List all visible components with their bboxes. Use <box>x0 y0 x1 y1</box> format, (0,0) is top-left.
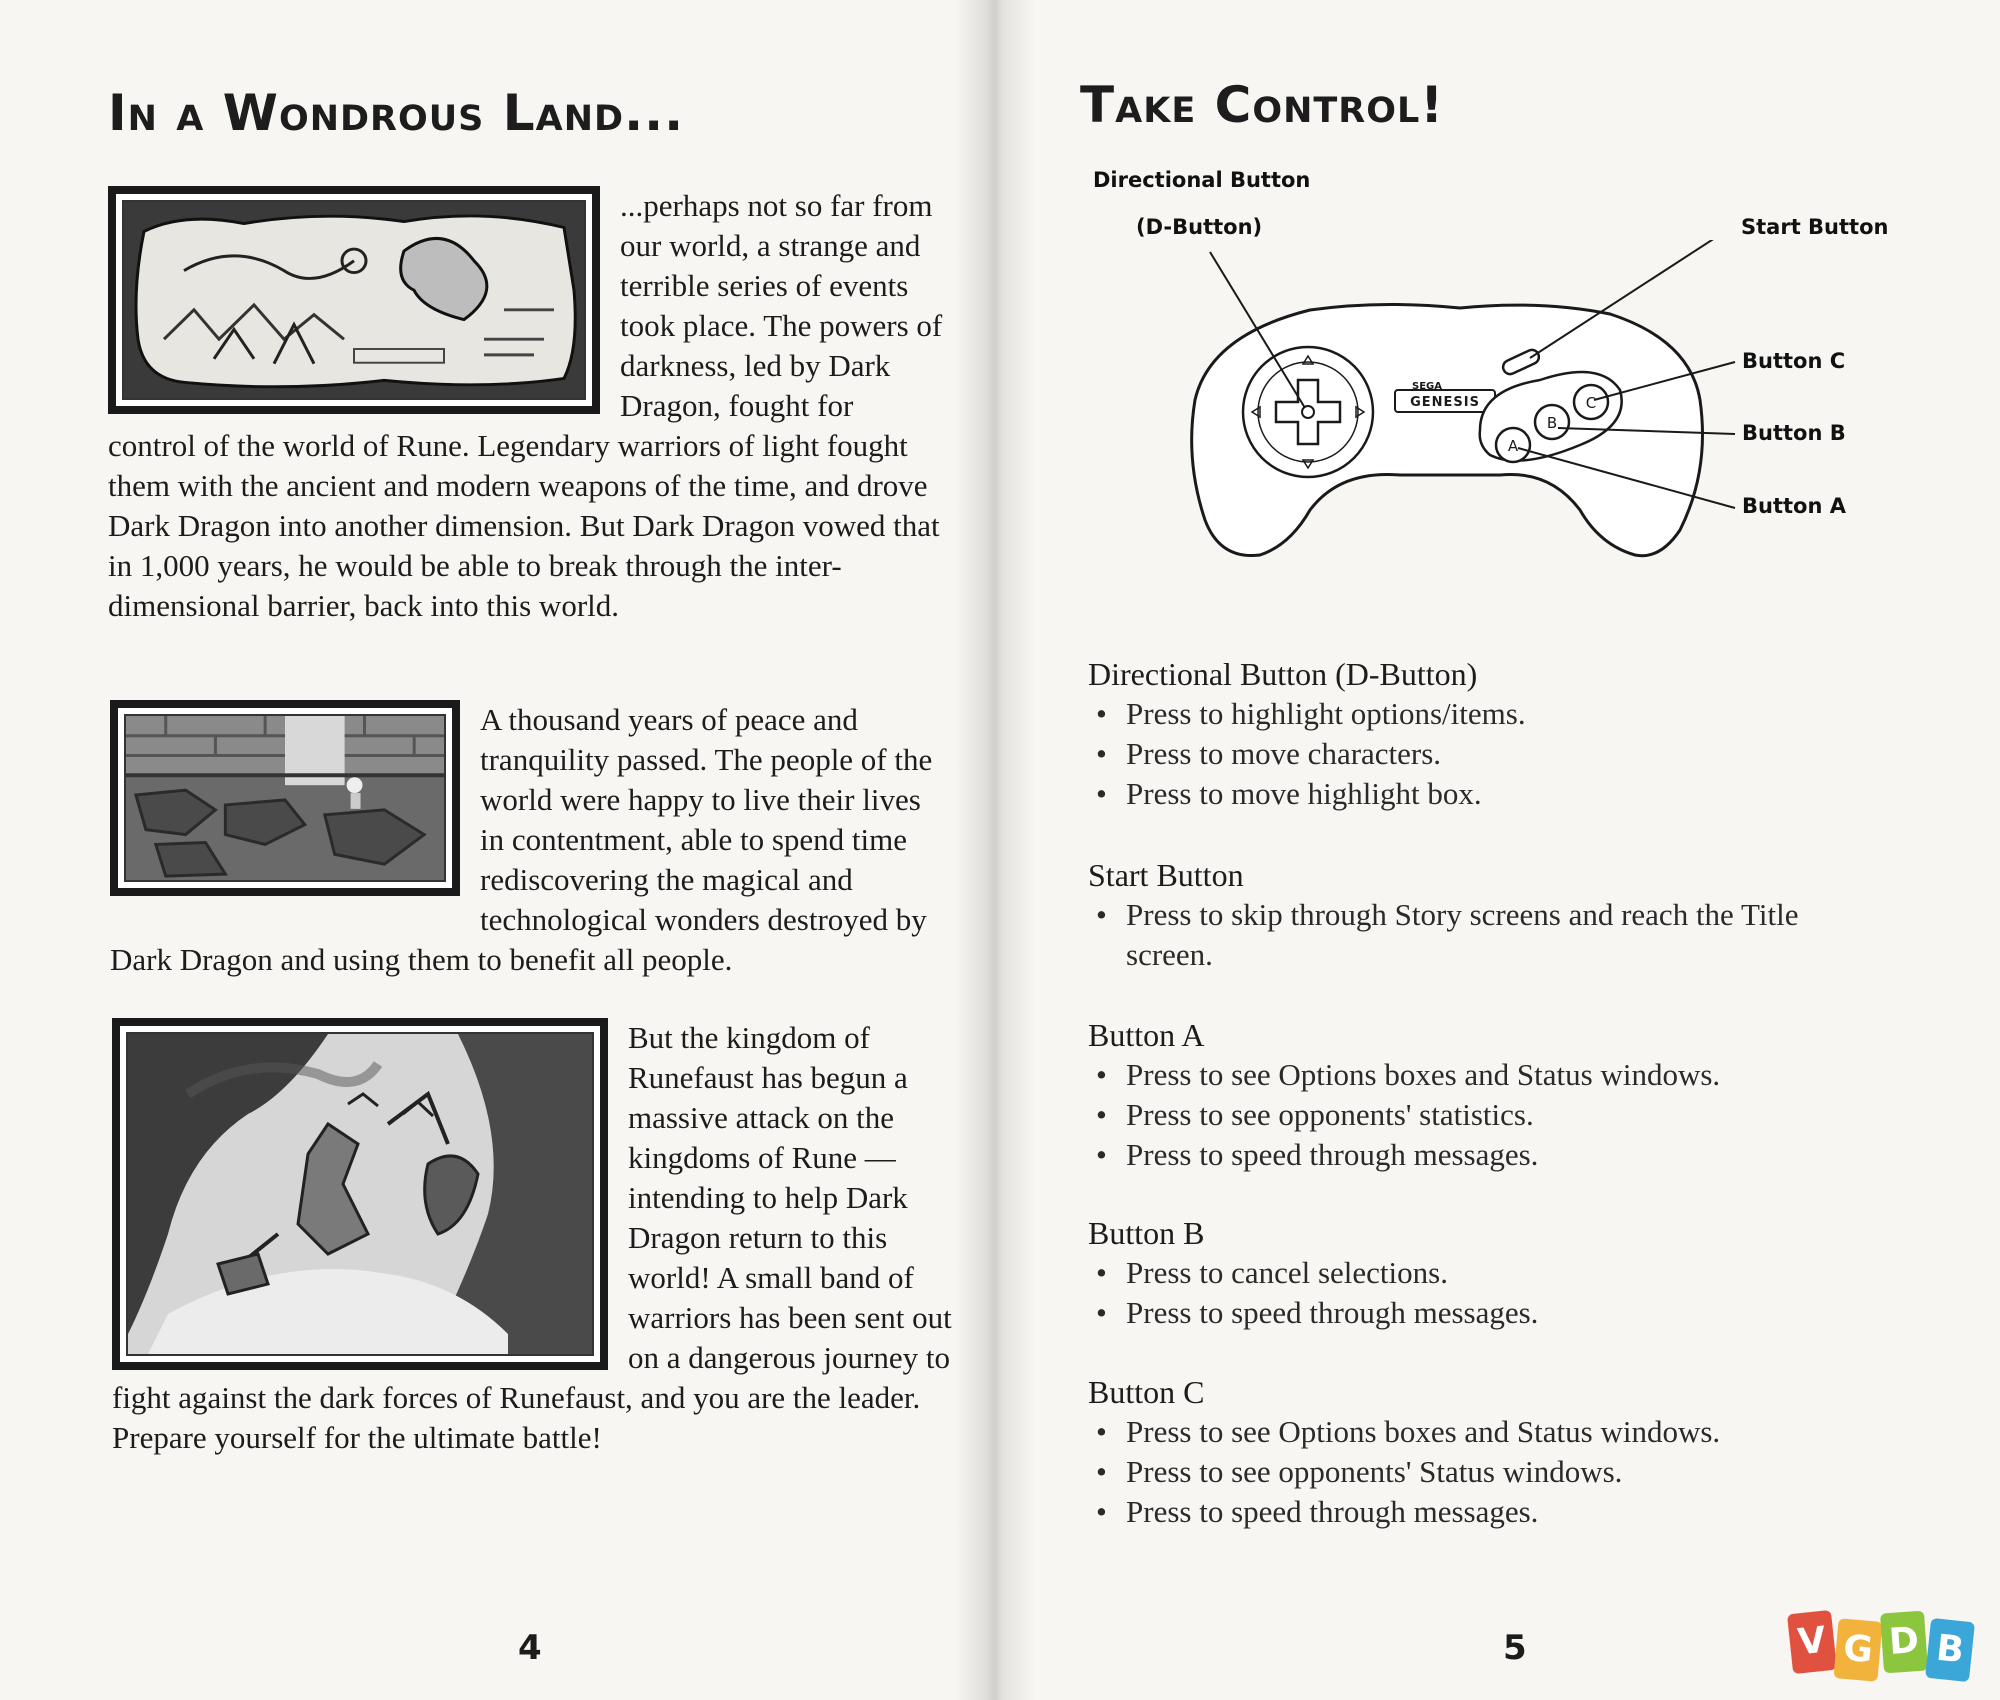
left-page-heading: In a Wondrous Land... <box>108 84 685 142</box>
list-item: • Press to skip through Story screens and reach the Title screen. <box>1096 897 1799 972</box>
bullet-list <box>1088 1412 1888 1532</box>
list-item: • Press to see Options boxes and Status windows. <box>1096 1057 1721 1092</box>
vgdb-letter-b: B <box>1925 1618 1975 1682</box>
section-start-button <box>1088 855 1848 975</box>
list-item: • Press to see Options boxes and Status windows. <box>1096 1414 1721 1449</box>
vgdb-letter-g: G <box>1833 1618 1882 1682</box>
castle-screenshot <box>124 714 446 882</box>
page-number-left: 4 <box>518 1628 542 1668</box>
label-button-a: Button A <box>1742 494 1846 518</box>
label-button-b: Button B <box>1742 421 1846 445</box>
bullet-list <box>1088 1055 1888 1175</box>
face-b-glyph: B <box>1546 414 1558 432</box>
map-illustration-frame <box>108 186 600 414</box>
label-button-c: Button C <box>1742 349 1846 373</box>
section-button-a <box>1088 1015 1888 1175</box>
bullet-list <box>1088 1253 1888 1333</box>
paragraph-text: But the kingdom of Runefaust has begun a massive attack on the kingdoms of Rune — intending to help Dark Dragon return to this world! A small band of warriors has been sent out on a dangerous journey to fight against the dark forces of Runefaust, and you are the leader. Prepare yourself for the ultimate battle! <box>112 1020 952 1455</box>
section-title: Button B <box>1088 1215 1205 1251</box>
paragraph-text: A thousand years of peace and tranquility passed. The people of the world were happy to live their lives in contentment, able to spend time rediscovering the magical and technological wonders destroyed by Dark Dragon and using them to benefit all people. <box>110 702 933 977</box>
list-item: • Press to highlight options/items. <box>1096 696 1526 731</box>
bullet-list <box>1088 895 1848 975</box>
face-c-glyph: C <box>1585 394 1597 412</box>
list-item: • Press to cancel selections. <box>1096 1255 1448 1290</box>
map-illustration <box>122 200 586 400</box>
section-button-c <box>1088 1372 1888 1532</box>
section-button-b <box>1088 1213 1888 1333</box>
label-d-button: (D-Button) <box>1136 215 1263 239</box>
list-item: • Press to see opponents' Status windows. <box>1096 1454 1623 1489</box>
sega-logo: SEGA <box>1412 381 1442 392</box>
section-title: Start Button <box>1088 857 1244 893</box>
list-item: • Press to speed through messages. <box>1096 1137 1539 1172</box>
vgdb-letter-v: V <box>1787 1610 1837 1674</box>
vgdb-watermark-logo <box>1790 1612 1990 1682</box>
castle-screenshot-frame <box>110 700 460 896</box>
list-item: • Press to move highlight box. <box>1096 776 1482 811</box>
section-title: Directional Button (D-Button) <box>1088 656 1478 692</box>
story-paragraph-1 <box>108 186 948 626</box>
list-item: • Press to speed through messages. <box>1096 1295 1539 1330</box>
section-directional-button <box>1088 654 1888 814</box>
right-page-heading: Take Control! <box>1080 76 1445 134</box>
genesis-controller-diagram <box>1180 240 1740 580</box>
battle-illustration <box>126 1032 594 1356</box>
genesis-logo: GENESIS <box>1410 395 1480 410</box>
section-title: Button C <box>1088 1374 1205 1410</box>
paragraph-text: ...perhaps not so far from our world, a strange and terrible series of events took place. The powers of darkness, led by Dark Dragon, fought for control of the world of Rune. Legendary warriors of light fought them with the ancient and modern weapons of the time, and drove Dark Dragon into another dimension. But Dark Dragon vowed that in 1,000 years, he would be able to break through the inter-dimensional barrier, back into this world. <box>108 188 943 623</box>
list-item: • Press to see opponents' statistics. <box>1096 1097 1534 1132</box>
label-start-button: Start Button <box>1741 215 1889 239</box>
bullet-list <box>1088 694 1888 814</box>
page-gutter <box>955 0 1035 1700</box>
vgdb-letter-d: D <box>1880 1611 1928 1674</box>
page-number-right: 5 <box>1503 1628 1527 1668</box>
label-directional-button: Directional Button <box>1093 168 1311 192</box>
list-item: • Press to speed through messages. <box>1096 1494 1539 1529</box>
face-a-glyph: A <box>1507 437 1519 455</box>
section-title: Button A <box>1088 1017 1205 1053</box>
story-paragraph-2 <box>110 700 950 980</box>
battle-illustration-frame <box>112 1018 608 1370</box>
list-item: • Press to move characters. <box>1096 736 1442 771</box>
story-paragraph-3 <box>112 1018 952 1458</box>
